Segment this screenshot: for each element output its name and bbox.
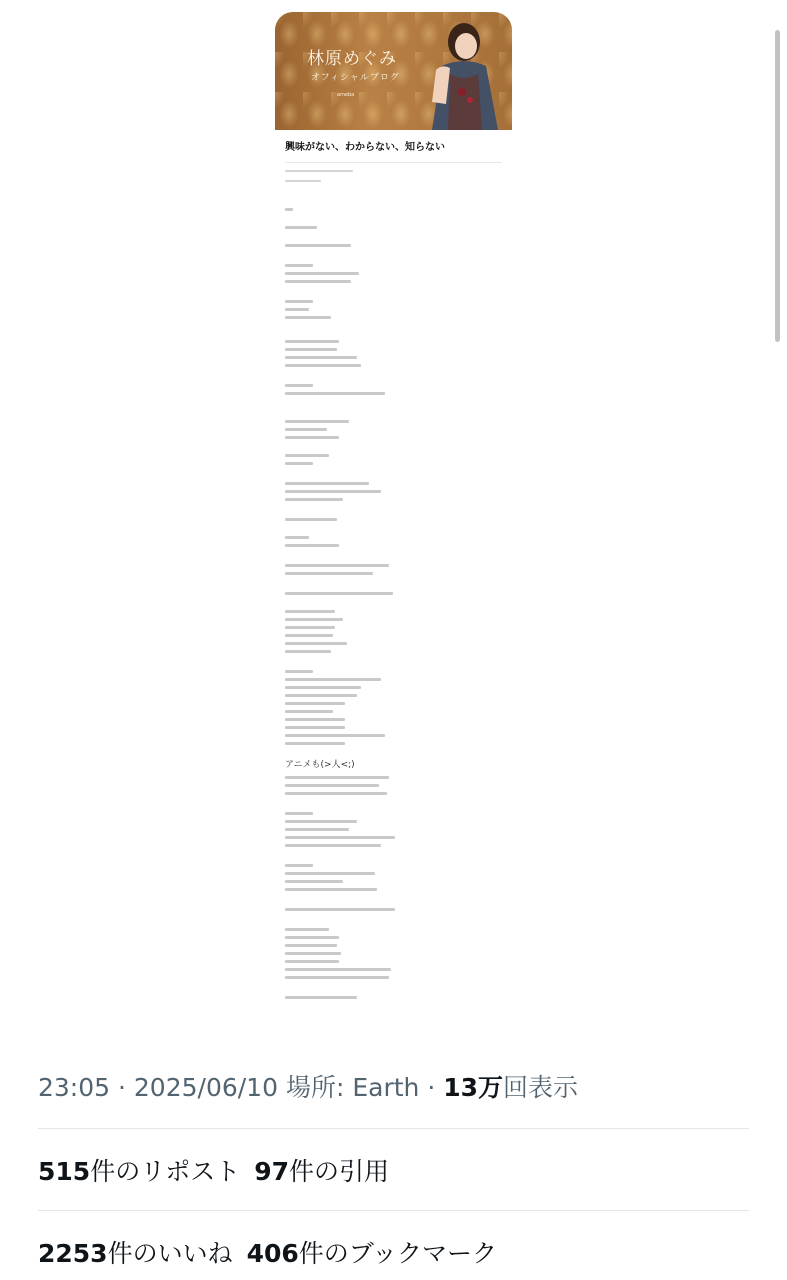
blog-text-line (285, 208, 293, 211)
blog-text-line (285, 462, 313, 465)
views-count: 13万 (443, 1073, 504, 1102)
embedded-blog-image[interactable] (275, 12, 512, 1012)
post-theme-line (285, 180, 321, 182)
blog-text-line (285, 626, 335, 629)
blog-header-banner (275, 12, 512, 130)
blog-text-line (285, 384, 313, 387)
blog-text-line (285, 928, 329, 931)
blog-text-line (285, 592, 393, 595)
blog-text-line (285, 420, 349, 423)
divider (285, 162, 502, 163)
likes-link[interactable] (38, 1239, 233, 1268)
blog-text-line (285, 678, 381, 681)
tweet-date[interactable]: 2025/06/10 (133, 1073, 278, 1102)
blog-text-line (285, 952, 341, 955)
ameba-logo: ameba (337, 92, 355, 98)
blog-text-line (285, 564, 389, 567)
post-date-line (285, 170, 353, 172)
blog-text-line (285, 726, 345, 729)
portrait-photo (402, 12, 512, 130)
blog-text-line (285, 734, 385, 737)
blog-text-line (285, 944, 337, 947)
blog-text-line (285, 694, 357, 697)
blog-text-line (285, 880, 343, 883)
blog-text-line (285, 364, 361, 367)
reposts-label: 件のリポスト (90, 1157, 241, 1186)
blog-text-line (285, 348, 337, 351)
tweet-timestamp-row: 23:05 · 2025/06/10 場所: Earth · 13万回表示 (38, 1073, 579, 1102)
blog-text-line (285, 436, 339, 439)
blog-text-line (285, 572, 373, 575)
blog-text-line (285, 844, 381, 847)
scrollbar[interactable] (775, 30, 780, 342)
blog-text-line (285, 650, 331, 653)
blog-text-line (285, 776, 389, 779)
tweet-time: 23:05 (38, 1073, 111, 1102)
blog-text-line (285, 718, 345, 721)
blog-text-line (285, 968, 391, 971)
likes-label: 件のいいね (107, 1239, 233, 1268)
blog-text-line (285, 864, 313, 867)
blog-text-line (285, 610, 335, 613)
blog-text-line (285, 226, 317, 229)
blog-text-line (285, 686, 361, 689)
blog-text-line (285, 742, 345, 745)
blog-text-line (285, 536, 309, 539)
blog-text-line (285, 960, 339, 963)
likes-count: 2253 (38, 1239, 108, 1268)
blog-text-line (285, 454, 329, 457)
reposts-count: 515 (38, 1157, 91, 1186)
blog-anime-line: アニメも(>人<;) (285, 760, 355, 770)
blog-text-line (285, 518, 337, 521)
blog-text-line (285, 784, 379, 787)
tweet-location: 場所: Earth (285, 1073, 420, 1102)
blog-text-line (285, 702, 345, 705)
blog-text-line (285, 710, 333, 713)
quotes-link[interactable] (254, 1157, 389, 1186)
divider (38, 1128, 749, 1129)
bookmarks-label: 件のブックマーク (298, 1239, 498, 1268)
blog-title: 林原めぐみ (307, 49, 397, 69)
blog-text-line (285, 482, 369, 485)
blog-text-line (285, 272, 359, 275)
quotes-count: 97 (254, 1157, 289, 1186)
bookmarks-link[interactable] (247, 1239, 497, 1268)
blog-text-line (285, 498, 343, 501)
blog-text-line (285, 908, 395, 911)
blog-text-line (285, 356, 357, 359)
blog-subtitle: オフィシャルブログ (311, 73, 400, 83)
blog-text-line (285, 634, 333, 637)
blog-text-line (285, 544, 339, 547)
blog-text-line (285, 280, 351, 283)
blog-text-line (285, 820, 357, 823)
divider (38, 1210, 749, 1211)
blog-text-line (285, 812, 313, 815)
blog-text-line (285, 888, 377, 891)
blog-text-line (285, 316, 331, 319)
blog-text-line (285, 836, 395, 839)
blog-text-line (285, 936, 339, 939)
blog-text-line (285, 670, 313, 673)
blog-text-line (285, 490, 381, 493)
views-label: 回表示 (503, 1073, 579, 1102)
blog-text-line (285, 244, 351, 247)
blog-text-line (285, 996, 357, 999)
blog-text-line (285, 792, 387, 795)
blog-text-line (285, 264, 313, 267)
bookmarks-count: 406 (246, 1239, 299, 1268)
quotes-label: 件の引用 (289, 1157, 390, 1186)
blog-text-line (285, 428, 327, 431)
blog-text-line (285, 828, 349, 831)
engagement-row-2 (38, 1234, 497, 1270)
blog-text-line (285, 872, 375, 875)
blog-text-line (285, 308, 309, 311)
blog-text-line (285, 300, 313, 303)
engagement-row-1 (38, 1152, 389, 1188)
blog-text-line (285, 976, 389, 979)
blog-post-title: 興味がない、わからない、知らない (285, 142, 445, 153)
blog-text-line (285, 392, 385, 395)
blog-text-line (285, 618, 343, 621)
blog-text-line (285, 642, 347, 645)
blog-text-line (285, 340, 339, 343)
reposts-link[interactable] (38, 1157, 240, 1186)
